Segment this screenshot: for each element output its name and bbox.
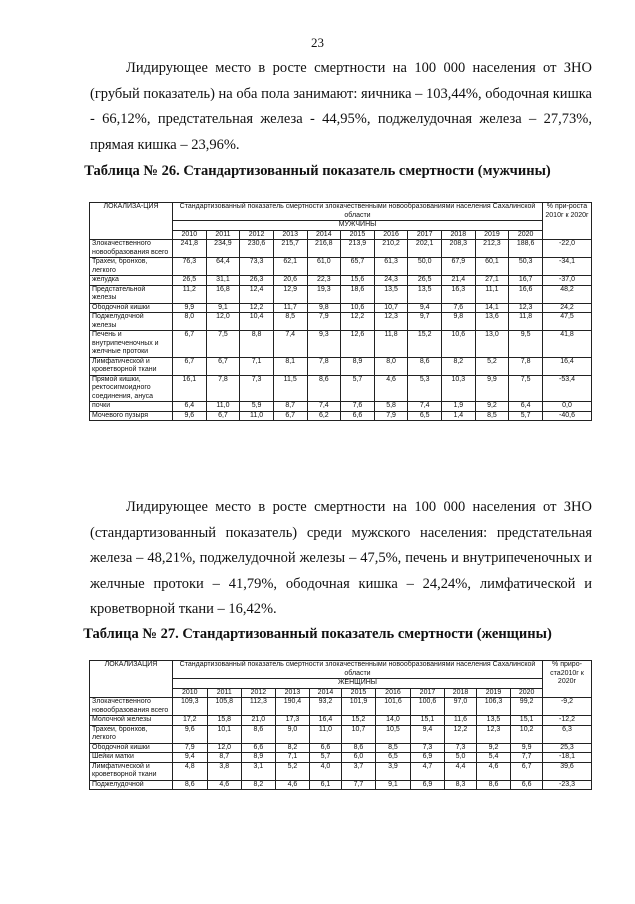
row-label: Лимфатической и кроветворной ткани bbox=[90, 357, 173, 375]
table-cell: 31,1 bbox=[206, 276, 240, 286]
table-row bbox=[90, 331, 592, 358]
table-cell: 6,7 bbox=[206, 411, 240, 421]
table-row bbox=[90, 753, 592, 763]
table-cell: 16,8 bbox=[206, 285, 240, 303]
table-cell: 4,6 bbox=[374, 375, 408, 402]
table-cell: 10,7 bbox=[341, 725, 376, 743]
table-cell: 7,5 bbox=[206, 331, 240, 358]
growth-cell: 25,3 bbox=[543, 743, 592, 753]
table-cell: 12,2 bbox=[240, 303, 274, 313]
row-label: Печень и внутрипеченочных и желчные протоки bbox=[90, 331, 173, 358]
table-cell: 5,4 bbox=[476, 753, 511, 763]
year-header: 2013 bbox=[273, 230, 307, 240]
year-header: 2012 bbox=[242, 688, 276, 698]
table-cell: 215,7 bbox=[273, 240, 307, 258]
table-cell: 21,4 bbox=[442, 276, 476, 286]
table-cell: 13,0 bbox=[475, 331, 509, 358]
table-cell: 202,1 bbox=[408, 240, 442, 258]
paragraph-crude-rate: Лидирующее место в росте смертности на 100 000 населения от ЗНО (грубый показатель) на оба пола занимают: яичника – 103,44%, ободочная кишка - 66,12%, предстательная железа - 44,95%, поджелудочная железа – 27,73%, прямая кишка – 23,96%. bbox=[90, 60, 592, 153]
row-label: почки bbox=[90, 402, 173, 412]
table-row bbox=[90, 725, 592, 743]
table-cell: 11,6 bbox=[445, 716, 477, 726]
growth-cell: 6,3 bbox=[543, 725, 592, 743]
table-cell: 8,6 bbox=[408, 357, 442, 375]
table-cell: 216,8 bbox=[307, 240, 341, 258]
table-cell: 9,4 bbox=[173, 753, 208, 763]
table-row bbox=[90, 313, 592, 331]
table-cell: 7,3 bbox=[445, 743, 477, 753]
header-growth-pct: % при-роста 2010г к 2020г bbox=[543, 203, 592, 240]
table-cell: 188,6 bbox=[509, 240, 543, 258]
table-cell: 7,1 bbox=[240, 357, 274, 375]
table-row bbox=[90, 276, 592, 286]
table-cell: 8,6 bbox=[307, 375, 341, 402]
row-label: Поджелудочной железы bbox=[90, 313, 173, 331]
growth-cell: 47,5 bbox=[543, 313, 592, 331]
table-27-title: Таблица № 27. Стандартизованный показатель смертности (женщины) bbox=[83, 626, 552, 642]
table-cell: 10,6 bbox=[341, 303, 375, 313]
year-header: 2010 bbox=[173, 230, 207, 240]
table-row bbox=[90, 743, 592, 753]
table-cell: 5,7 bbox=[509, 411, 543, 421]
table-cell: 50,0 bbox=[408, 258, 442, 276]
table-cell: 4,7 bbox=[410, 762, 445, 780]
table-cell: 109,3 bbox=[173, 698, 208, 716]
table-cell: 12,0 bbox=[206, 313, 240, 331]
header-localization: ЛОКАЛИЗА-ЦИЯ bbox=[90, 203, 173, 240]
table-cell: 5,7 bbox=[310, 753, 342, 763]
year-header: 2017 bbox=[408, 230, 442, 240]
table-cell: 7,5 bbox=[509, 375, 543, 402]
table-cell: 50,3 bbox=[509, 258, 543, 276]
table-cell: 6,6 bbox=[511, 780, 543, 790]
table-cell: 6,7 bbox=[173, 357, 207, 375]
year-header: 2020 bbox=[511, 688, 543, 698]
table-cell: 6,7 bbox=[511, 762, 543, 780]
growth-cell: -18,1 bbox=[543, 753, 592, 763]
table-cell: 7,9 bbox=[374, 411, 408, 421]
table-cell: 4,6 bbox=[476, 762, 511, 780]
row-label: Шейки матки bbox=[90, 753, 173, 763]
year-header: 2011 bbox=[207, 688, 242, 698]
table-cell: 26,3 bbox=[240, 276, 274, 286]
row-label: Поджелудочной bbox=[90, 780, 173, 790]
year-header: 2014 bbox=[307, 230, 341, 240]
table-cell: 9,1 bbox=[376, 780, 411, 790]
table-cell: 9,3 bbox=[307, 331, 341, 358]
year-header: 2017 bbox=[410, 688, 445, 698]
table-cell: 12,4 bbox=[240, 285, 274, 303]
table-cell: 8,2 bbox=[275, 743, 310, 753]
table-cell: 65,7 bbox=[341, 258, 375, 276]
table-cell: 26,5 bbox=[408, 276, 442, 286]
table-cell: 6,7 bbox=[173, 331, 207, 358]
table-cell: 12,3 bbox=[509, 303, 543, 313]
table-cell: 7,8 bbox=[307, 357, 341, 375]
table-cell: 3,8 bbox=[207, 762, 242, 780]
table-cell: 7,8 bbox=[206, 375, 240, 402]
table-cell: 6,7 bbox=[206, 357, 240, 375]
year-header: 2020 bbox=[509, 230, 543, 240]
table-cell: 60,1 bbox=[475, 258, 509, 276]
header-main: Стандартизованный показатель смертности злокачественными новообразованиями населения Сахалинской области bbox=[173, 661, 543, 679]
row-label: Трахеи, бронхов, легкого bbox=[90, 258, 173, 276]
table-cell: 6,9 bbox=[410, 780, 445, 790]
table-cell: 241,8 bbox=[173, 240, 207, 258]
table-cell: 213,9 bbox=[341, 240, 375, 258]
table-cell: 9,2 bbox=[475, 402, 509, 412]
table-cell: 6,2 bbox=[307, 411, 341, 421]
table-cell: 7,3 bbox=[240, 375, 274, 402]
table-cell: 8,0 bbox=[173, 313, 207, 331]
table-cell: 9,4 bbox=[408, 303, 442, 313]
table-cell: 6,0 bbox=[341, 753, 376, 763]
table-cell: 11,7 bbox=[273, 303, 307, 313]
table-cell: 17,2 bbox=[173, 716, 208, 726]
table-cell: 8,1 bbox=[273, 357, 307, 375]
year-header: 2010 bbox=[173, 688, 208, 698]
growth-cell: -12,2 bbox=[543, 716, 592, 726]
table-cell: 3,1 bbox=[242, 762, 276, 780]
table-cell: 24,3 bbox=[374, 276, 408, 286]
year-header: 2019 bbox=[475, 230, 509, 240]
table-cell: 8,6 bbox=[476, 780, 511, 790]
table-cell: 9,8 bbox=[442, 313, 476, 331]
table-cell: 10,6 bbox=[442, 331, 476, 358]
table-cell: 8,6 bbox=[173, 780, 208, 790]
table-cell: 10,2 bbox=[511, 725, 543, 743]
table-cell: 230,6 bbox=[240, 240, 274, 258]
growth-cell: -53,4 bbox=[543, 375, 592, 402]
table-row bbox=[90, 716, 592, 726]
table-cell: 26,5 bbox=[173, 276, 207, 286]
table-cell: 12,2 bbox=[341, 313, 375, 331]
table-cell: 4,6 bbox=[275, 780, 310, 790]
table-cell: 6,4 bbox=[173, 402, 207, 412]
table-cell: 6,5 bbox=[408, 411, 442, 421]
table-cell: 16,7 bbox=[509, 276, 543, 286]
table-row bbox=[90, 285, 592, 303]
table-cell: 210,2 bbox=[374, 240, 408, 258]
table-cell: 27,1 bbox=[475, 276, 509, 286]
table-cell: 7,1 bbox=[275, 753, 310, 763]
table-cell: 6,9 bbox=[410, 753, 445, 763]
table-cell: 8,2 bbox=[442, 357, 476, 375]
table-cell: 8,5 bbox=[376, 743, 411, 753]
table-cell: 16,1 bbox=[173, 375, 207, 402]
table-cell: 9,7 bbox=[408, 313, 442, 331]
year-header: 2018 bbox=[442, 230, 476, 240]
table-row bbox=[90, 762, 592, 780]
row-label: Злокачественного новообразования всего bbox=[90, 698, 173, 716]
table-cell: 13,5 bbox=[476, 716, 511, 726]
table-cell: 61,3 bbox=[374, 258, 408, 276]
table-cell: 13,6 bbox=[475, 313, 509, 331]
table-cell: 8,5 bbox=[273, 313, 307, 331]
table-row bbox=[90, 375, 592, 402]
table-cell: 10,5 bbox=[376, 725, 411, 743]
row-label: Ободочной кишки bbox=[90, 303, 173, 313]
table-cell: 9,5 bbox=[509, 331, 543, 358]
table-cell: 112,3 bbox=[242, 698, 276, 716]
table-cell: 16,6 bbox=[509, 285, 543, 303]
table-cell: 7,4 bbox=[408, 402, 442, 412]
table-cell: 208,3 bbox=[442, 240, 476, 258]
table-cell: 5,2 bbox=[275, 762, 310, 780]
table-26-men bbox=[89, 202, 592, 421]
table-cell: 11,2 bbox=[173, 285, 207, 303]
table-cell: 212,3 bbox=[475, 240, 509, 258]
table-cell: 76,3 bbox=[173, 258, 207, 276]
table-cell: 15,1 bbox=[511, 716, 543, 726]
table-cell: 9,0 bbox=[275, 725, 310, 743]
table-cell: 7,7 bbox=[341, 780, 376, 790]
table-cell: 15,2 bbox=[341, 716, 376, 726]
table-cell: 9,8 bbox=[307, 303, 341, 313]
year-header: 2018 bbox=[445, 688, 477, 698]
table-cell: 8,9 bbox=[242, 753, 276, 763]
table-cell: 22,3 bbox=[307, 276, 341, 286]
table-row bbox=[90, 357, 592, 375]
growth-cell: -9,2 bbox=[543, 698, 592, 716]
table-cell: 101,9 bbox=[341, 698, 376, 716]
table-cell: 6,6 bbox=[341, 411, 375, 421]
year-header: 2016 bbox=[374, 230, 408, 240]
table-cell: 11,0 bbox=[206, 402, 240, 412]
growth-cell: 48,2 bbox=[543, 285, 592, 303]
table-cell: 4,0 bbox=[310, 762, 342, 780]
header-growth-pct: % приро-ста2010г к 2020г bbox=[543, 661, 592, 698]
table-cell: 10,1 bbox=[207, 725, 242, 743]
row-label: Ободочной кишки bbox=[90, 743, 173, 753]
growth-cell: 39,6 bbox=[543, 762, 592, 780]
row-label: Злокачественного новообразования всего bbox=[90, 240, 173, 258]
table-cell: 7,9 bbox=[307, 313, 341, 331]
table-cell: 8,0 bbox=[374, 357, 408, 375]
table-cell: 15,1 bbox=[410, 716, 445, 726]
row-label: желудка bbox=[90, 276, 173, 286]
table-cell: 3,9 bbox=[376, 762, 411, 780]
table-cell: 7,9 bbox=[173, 743, 208, 753]
table-cell: 14,1 bbox=[475, 303, 509, 313]
table-cell: 5,8 bbox=[374, 402, 408, 412]
table-cell: 5,3 bbox=[408, 375, 442, 402]
table-cell: 7,6 bbox=[442, 303, 476, 313]
table-cell: 9,6 bbox=[173, 411, 207, 421]
table-cell: 6,7 bbox=[273, 411, 307, 421]
table-cell: 10,7 bbox=[374, 303, 408, 313]
growth-cell: -22,0 bbox=[543, 240, 592, 258]
table-cell: 10,3 bbox=[442, 375, 476, 402]
table-cell: 8,9 bbox=[341, 357, 375, 375]
table-cell: 100,6 bbox=[410, 698, 445, 716]
table-row bbox=[90, 411, 592, 421]
year-header: 2015 bbox=[341, 688, 376, 698]
table-cell: 101,6 bbox=[376, 698, 411, 716]
table-cell: 64,4 bbox=[206, 258, 240, 276]
year-header: 2019 bbox=[476, 688, 511, 698]
growth-cell: 41,8 bbox=[543, 331, 592, 358]
table-cell: 11,1 bbox=[475, 285, 509, 303]
row-label: Лимфатической и кроветворной ткани bbox=[90, 762, 173, 780]
table-cell: 20,6 bbox=[273, 276, 307, 286]
table-cell: 1,9 bbox=[442, 402, 476, 412]
table-cell: 7,4 bbox=[273, 331, 307, 358]
table-cell: 12,6 bbox=[341, 331, 375, 358]
table-cell: 105,8 bbox=[207, 698, 242, 716]
table-cell: 8,2 bbox=[242, 780, 276, 790]
table-cell: 9,9 bbox=[173, 303, 207, 313]
growth-cell: 16,4 bbox=[543, 357, 592, 375]
year-header: 2013 bbox=[275, 688, 310, 698]
table-cell: 9,2 bbox=[476, 743, 511, 753]
row-label: Мочевого пузыря bbox=[90, 411, 173, 421]
table-cell: 8,5 bbox=[475, 411, 509, 421]
growth-cell: -40,6 bbox=[543, 411, 592, 421]
table-cell: 190,4 bbox=[275, 698, 310, 716]
row-label: Прямой кишки, ректосигмоидного соединения, ануса bbox=[90, 375, 173, 402]
table-cell: 5,2 bbox=[475, 357, 509, 375]
table-cell: 6,1 bbox=[310, 780, 342, 790]
table-cell: 3,7 bbox=[341, 762, 376, 780]
table-row bbox=[90, 240, 592, 258]
table-row bbox=[90, 402, 592, 412]
table-cell: 61,0 bbox=[307, 258, 341, 276]
table-26-title: Таблица № 26. Стандартизованный показатель смертности (мужчины) bbox=[84, 163, 551, 179]
year-header: 2016 bbox=[376, 688, 411, 698]
table-cell: 8,6 bbox=[242, 725, 276, 743]
table-cell: 4,8 bbox=[173, 762, 208, 780]
table-cell: 12,9 bbox=[273, 285, 307, 303]
header-main: Стандартизованный показатель смертности злокачественными новообразованиями населения Сахалинской области bbox=[173, 203, 543, 221]
table-cell: 8,8 bbox=[240, 331, 274, 358]
table-cell: 73,3 bbox=[240, 258, 274, 276]
table-cell: 8,3 bbox=[445, 780, 477, 790]
table-cell: 6,4 bbox=[509, 402, 543, 412]
table-cell: 67,9 bbox=[442, 258, 476, 276]
table-row bbox=[90, 698, 592, 716]
table-cell: 6,6 bbox=[310, 743, 342, 753]
table-cell: 7,8 bbox=[509, 357, 543, 375]
table-cell: 15,8 bbox=[207, 716, 242, 726]
table-cell: 16,4 bbox=[310, 716, 342, 726]
table-cell: 7,3 bbox=[410, 743, 445, 753]
table-cell: 15,2 bbox=[408, 331, 442, 358]
header-sex: ЖЕНЩИНЫ bbox=[173, 679, 543, 689]
table-row bbox=[90, 780, 592, 790]
table-cell: 7,4 bbox=[307, 402, 341, 412]
table-cell: 5,0 bbox=[445, 753, 477, 763]
table-cell: 12,3 bbox=[374, 313, 408, 331]
row-label: Предстательной железы bbox=[90, 285, 173, 303]
table-cell: 6,6 bbox=[242, 743, 276, 753]
table-cell: 11,5 bbox=[273, 375, 307, 402]
row-label: Молочной железы bbox=[90, 716, 173, 726]
table-cell: 62,1 bbox=[273, 258, 307, 276]
table-cell: 9,9 bbox=[511, 743, 543, 753]
table-cell: 11,8 bbox=[509, 313, 543, 331]
paragraph-standardized-men: Лидирующее место в росте смертности на 100 000 населения от ЗНО (стандартизованный показатель) среди мужского населения: предстательная железа – 48,21%, поджелудочной железы – 47,5%, печень и внутрипеченочных и желчные протоки – 41,79%, ободочная кишка – 24,24%, лимфатической и кроветворной ткани – 16,42%. bbox=[90, 499, 592, 617]
table-cell: 12,0 bbox=[207, 743, 242, 753]
table-cell: 93,2 bbox=[310, 698, 342, 716]
table-cell: 97,0 bbox=[445, 698, 477, 716]
table-cell: 9,9 bbox=[475, 375, 509, 402]
table-cell: 15,6 bbox=[341, 276, 375, 286]
header-sex: МУЖЧИНЫ bbox=[173, 221, 543, 231]
table-cell: 13,5 bbox=[374, 285, 408, 303]
growth-cell: 24,2 bbox=[543, 303, 592, 313]
table-27-women bbox=[89, 660, 592, 790]
table-cell: 99,2 bbox=[511, 698, 543, 716]
table-row bbox=[90, 258, 592, 276]
table-cell: 21,0 bbox=[242, 716, 276, 726]
table-cell: 4,4 bbox=[445, 762, 477, 780]
growth-cell: -37,0 bbox=[543, 276, 592, 286]
table-cell: 11,0 bbox=[240, 411, 274, 421]
table-cell: 8,7 bbox=[207, 753, 242, 763]
table-cell: 10,4 bbox=[240, 313, 274, 331]
table-cell: 16,3 bbox=[442, 285, 476, 303]
growth-cell: 0,0 bbox=[543, 402, 592, 412]
year-header: 2011 bbox=[206, 230, 240, 240]
table-cell: 8,6 bbox=[341, 743, 376, 753]
table-cell: 6,5 bbox=[376, 753, 411, 763]
table-cell: 8,7 bbox=[273, 402, 307, 412]
table-cell: 9,6 bbox=[173, 725, 208, 743]
page-number: 23 bbox=[311, 35, 324, 50]
year-header: 2015 bbox=[341, 230, 375, 240]
table-cell: 12,2 bbox=[445, 725, 477, 743]
table-cell: 14,0 bbox=[376, 716, 411, 726]
table-cell: 12,3 bbox=[476, 725, 511, 743]
table-cell: 7,6 bbox=[341, 402, 375, 412]
table-cell: 234,9 bbox=[206, 240, 240, 258]
table-cell: 18,6 bbox=[341, 285, 375, 303]
year-header: 2012 bbox=[240, 230, 274, 240]
table-cell: 5,9 bbox=[240, 402, 274, 412]
table-cell: 5,7 bbox=[341, 375, 375, 402]
header-localization: ЛОКАЛИЗАЦИЯ bbox=[90, 661, 173, 698]
table-cell: 11,0 bbox=[310, 725, 342, 743]
table-cell: 11,8 bbox=[374, 331, 408, 358]
year-header: 2014 bbox=[310, 688, 342, 698]
table-row bbox=[90, 303, 592, 313]
row-label: Трахеи, бронхов, легкого bbox=[90, 725, 173, 743]
table-cell: 7,7 bbox=[511, 753, 543, 763]
table-cell: 106,3 bbox=[476, 698, 511, 716]
table-cell: 9,4 bbox=[410, 725, 445, 743]
table-cell: 17,3 bbox=[275, 716, 310, 726]
table-cell: 1,4 bbox=[442, 411, 476, 421]
table-cell: 9,1 bbox=[206, 303, 240, 313]
table-cell: 13,5 bbox=[408, 285, 442, 303]
table-cell: 4,6 bbox=[207, 780, 242, 790]
growth-cell: -34,1 bbox=[543, 258, 592, 276]
table-cell: 19,3 bbox=[307, 285, 341, 303]
growth-cell: -23,3 bbox=[543, 780, 592, 790]
